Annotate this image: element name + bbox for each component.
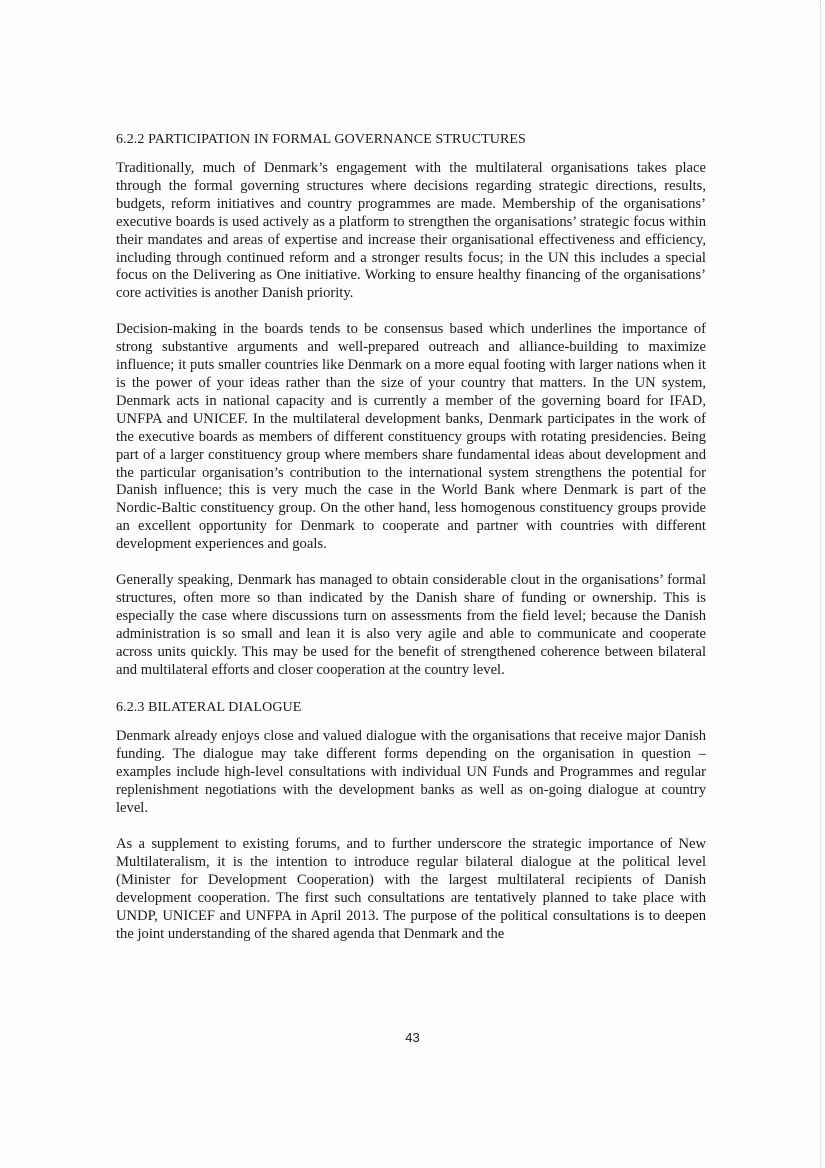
paragraph: Traditionally, much of Denmark’s engagement with the multilateral organisations takes place through the formal governing structures where decisions regarding strategic directions, results, budgets, reform initiatives and country programmes are made. Membership of the organisations’ executive boards is used actively as a platform to strengthen the organisations’ strategic focus within their mandates and areas of expertise and increase their organisational effectiveness and efficiency, including through continued reform and a stronger results focus; in the UN this includes a special focus on the Delivering as One initiative. Working to ensure healthy financing of the organisations’ core activities is another Danish priority. — [116, 160, 706, 302]
paragraph: Decision-making in the boards tends to be consensus based which underlines the importance of strong substantive arguments and well-prepared outreach and alliance-building to maximize influence; it puts smaller countries like Denmark on a more equal footing with larger nations when it is the power of your ideas rather than the size of your country that matters. In the UN system, Denmark acts in national capacity and is currently a member of the governing board for IFAD, UNFPA and UNICEF. In the multilateral development banks, Denmark participates in the work of the executive boards as members of different constituency groups with rotating presidencies. Being part of a larger constituency group where members share fundamental ideas about development and the particular organisation’s contribution to the international system strengthens the potential for Danish influence; this is very much the case in the World Bank where Denmark is part of the Nordic-Baltic constituency group. On the other hand, less homogenous constituency groups provide an excellent opportunity for Denmark to cooperate and partner with countries with different development experiences and goals. — [116, 321, 706, 553]
paragraph: Generally speaking, Denmark has managed to obtain considerable clout in the organisations’ formal structures, often more so than indicated by the Danish share of funding or ownership. This is especially the case where discussions turn on assessments from the field level; because the Danish administration is so small and lean it is also very agile and able to communicate and cooperate across units quickly. This may be used for the benefit of strengthened coherence between bilateral and multilateral efforts and closer cooperation at the country level. — [116, 572, 706, 678]
page-number: 43 — [405, 1030, 420, 1045]
section-heading-governance: 6.2.2 PARTICIPATION IN FORMAL GOVERNANCE STRUCTURES — [116, 132, 526, 147]
paragraph: As a supplement to existing forums, and to further underscore the strategic importance of New Multilateralism, it is the intention to introduce regular bilateral dialogue at the political level (Minister for Development Cooperation) with the largest multilateral recipients of Danish development cooperation. The first such consultations are tentatively planned to take place with UNDP, UNICEF and UNFPA in April 2013. The purpose of the political consultations is to deepen the joint understanding of the shared agenda that Denmark and the — [116, 836, 706, 942]
scan-edge — [819, 0, 821, 1168]
page-content — [116, 131, 706, 961]
paragraph: Denmark already enjoys close and valued dialogue with the organisations that receive major Danish funding. The dialogue may take different forms depending on the organisation in question – examples include high-level consultations with individual UN Funds and Programmes and regular replenishment negotiations with the development banks as well as on-going dialogue at country level. — [116, 728, 706, 817]
section-heading-bilateral: 6.2.3 BILATERAL DIALOGUE — [116, 700, 302, 716]
